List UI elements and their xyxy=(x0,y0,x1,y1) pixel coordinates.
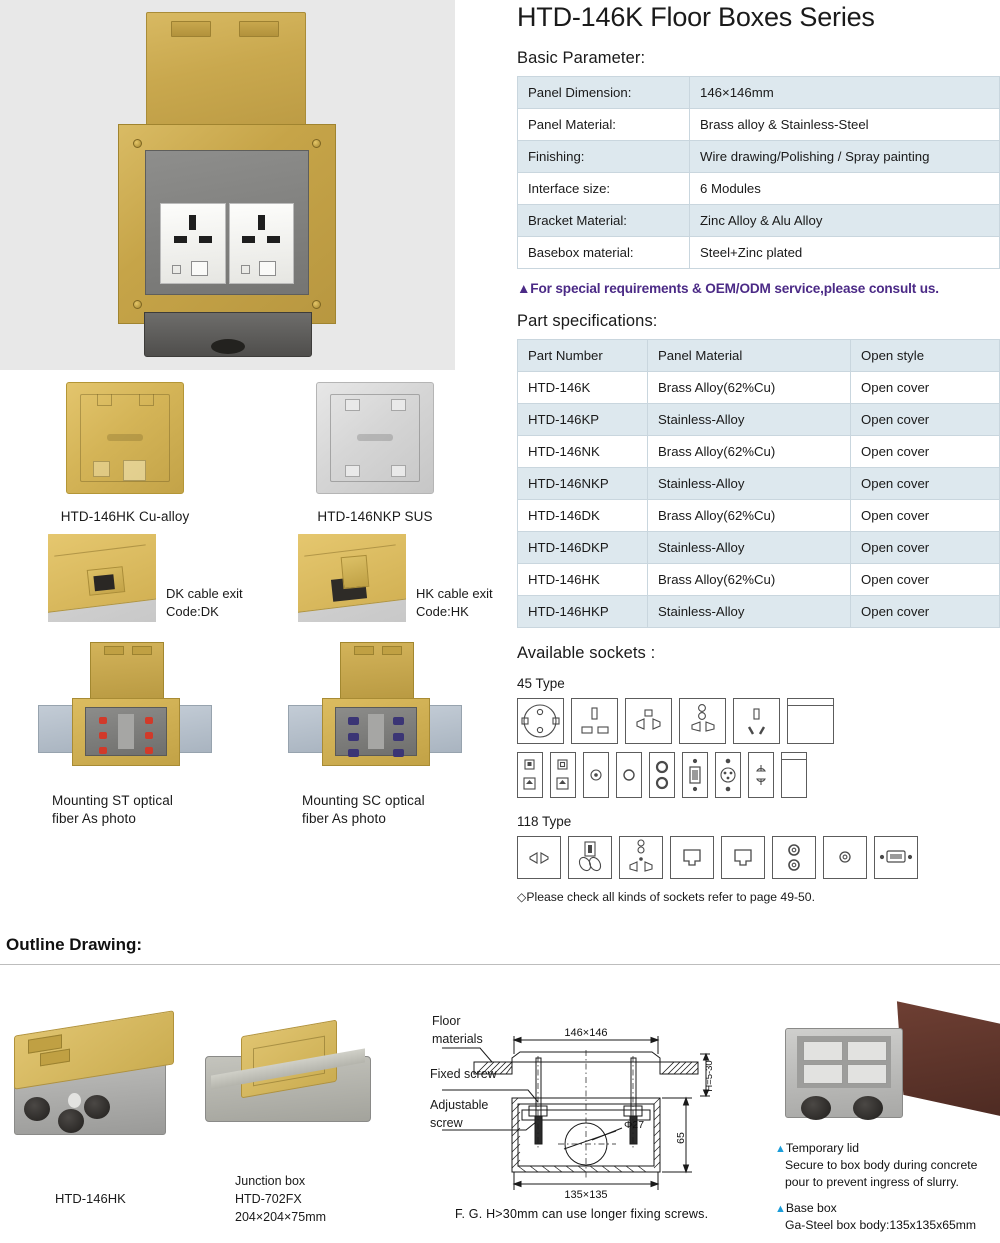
htd-146hk-photo xyxy=(10,1015,200,1150)
plate-caption: HTD-146HK Cu-alloy xyxy=(60,509,190,524)
note-base-box xyxy=(775,1200,1000,1234)
rj-double-module-icon[interactable] xyxy=(517,752,543,798)
sockets-footnote: ◇Please check all kinds of sockets refer to page 49-50. xyxy=(517,890,815,904)
param-label: Panel Dimension: xyxy=(518,77,690,109)
cell-material: Stainless-Alloy xyxy=(648,532,851,564)
col-open-style: Open style xyxy=(851,340,1000,372)
table-row xyxy=(518,564,1000,596)
table-row xyxy=(518,404,1000,436)
cell-part: HTD-146K xyxy=(518,372,648,404)
table-row xyxy=(518,532,1000,564)
rj-single-module-icon[interactable] xyxy=(550,752,576,798)
sc-fiber-photo xyxy=(280,642,470,782)
cell-style: Open cover xyxy=(851,468,1000,500)
open-lid xyxy=(340,642,414,700)
audio-dual-module-icon[interactable] xyxy=(649,752,675,798)
box-cavity xyxy=(335,707,417,756)
dim-top: 146×146 xyxy=(564,1027,608,1039)
blank-plate-icon[interactable] xyxy=(787,698,834,744)
table-row xyxy=(518,468,1000,500)
junction-box-photo xyxy=(205,1020,385,1145)
fiber-caption-line2: fiber As photo xyxy=(302,811,386,827)
audio-dual-icon[interactable] xyxy=(772,836,816,879)
knockout-plug xyxy=(68,1093,81,1108)
part-specifications-table xyxy=(517,339,1000,628)
outline-drawing-header xyxy=(0,935,1000,965)
plate-caption: HTD-146NKP SUS xyxy=(317,509,433,524)
type-118-label: 118 Type xyxy=(517,814,572,829)
dim-height: 65 xyxy=(675,1132,687,1144)
fiber-mount-st xyxy=(0,642,250,828)
cable-exit-title: HK cable exit xyxy=(416,586,493,602)
part-spec-heading: Part specifications: xyxy=(517,312,658,330)
note-temporary-lid xyxy=(775,1140,1000,1191)
lid-tab xyxy=(239,21,279,37)
label-adjustable-screw: Adjustable screw xyxy=(430,1098,489,1131)
module-slot xyxy=(847,1041,887,1061)
plate-thumb-brass xyxy=(0,370,250,526)
socket-icons-45-row2 xyxy=(517,752,1000,798)
cell-material: Brass Alloy(62%Cu) xyxy=(648,436,851,468)
caption-htd-146hk: HTD-146HK xyxy=(55,1191,126,1206)
cell-material: Stainless-Alloy xyxy=(648,596,851,628)
param-value: Brass alloy & Stainless-Steel xyxy=(690,109,1000,141)
param-value: Wire drawing/Polishing / Spray painting xyxy=(690,141,1000,173)
param-label: Basebox material: xyxy=(518,237,690,269)
fiber-caption-line1: Mounting SC optical xyxy=(302,793,425,809)
fiber-mounting-row xyxy=(0,642,500,828)
col-part-number: Part Number xyxy=(518,340,648,372)
hk-cable-exit-photo xyxy=(298,534,406,622)
cell-part: HTD-146HKP xyxy=(518,596,648,628)
uk-socket-left xyxy=(160,203,226,284)
corner-screw xyxy=(312,139,321,148)
plate-thumb-sus xyxy=(250,370,500,526)
uk-socket-right xyxy=(229,203,295,284)
floor-box-frame xyxy=(118,124,336,324)
cell-part: HTD-146KP xyxy=(518,404,648,436)
cell-material: Stainless-Alloy xyxy=(648,404,851,436)
lid-tab xyxy=(171,21,211,37)
coax-single-icon[interactable] xyxy=(823,836,867,879)
universal-socket-icon[interactable] xyxy=(625,698,672,744)
available-sockets-heading: Available sockets : xyxy=(517,644,656,662)
param-label: Finishing: xyxy=(518,141,690,173)
type-45-label: 45 Type xyxy=(517,676,565,691)
basic-parameter-heading: Basic Parameter: xyxy=(517,49,646,67)
cell-material: Brass Alloy(62%Cu) xyxy=(648,500,851,532)
vga-module-icon[interactable] xyxy=(682,752,708,798)
cell-style: Open cover xyxy=(851,372,1000,404)
coax-sat-module-icon[interactable] xyxy=(616,752,642,798)
junction-box-line2: HTD-702FX xyxy=(235,1192,302,1207)
table-row xyxy=(518,237,1000,269)
table-row xyxy=(518,109,1000,141)
corner-screw xyxy=(133,139,142,148)
cell-material: Brass Alloy(62%Cu) xyxy=(648,564,851,596)
note-title-row xyxy=(775,1140,1000,1157)
multistandard-socket-icon[interactable] xyxy=(679,698,726,744)
schuko-socket-icon[interactable] xyxy=(517,698,564,744)
cable-exit-code: Code:DK xyxy=(166,603,219,619)
junction-box-line3: 204×204×75mm xyxy=(235,1210,327,1225)
brass-plate-image xyxy=(66,382,184,494)
multi-socket-icon[interactable] xyxy=(619,836,663,879)
param-value: 6 Modules xyxy=(690,173,1000,205)
socket-icons-118-row xyxy=(517,836,1000,879)
param-value: Steel+Zinc plated xyxy=(690,237,1000,269)
floor-box-basebox xyxy=(144,312,312,357)
cable-exit-dk xyxy=(0,534,250,622)
st-fiber-photo xyxy=(30,642,220,782)
divider xyxy=(0,964,1000,965)
vga-wide-icon[interactable] xyxy=(874,836,918,879)
note-body: Ga-Steel box body:135x135x65mm xyxy=(785,1218,977,1232)
rj11-module-icon[interactable] xyxy=(721,836,765,879)
table-row xyxy=(518,372,1000,404)
cell-material: Stainless-Alloy xyxy=(648,468,851,500)
corner-screw xyxy=(312,300,321,309)
coax-tv-module-icon[interactable] xyxy=(583,752,609,798)
uk-socket-icon[interactable] xyxy=(571,698,618,744)
speaker-round-module-icon[interactable] xyxy=(715,752,741,798)
cable-exit-hk xyxy=(250,534,500,622)
note-title: Base box xyxy=(785,1200,837,1215)
table-row xyxy=(518,436,1000,468)
fiber-caption xyxy=(250,792,500,828)
param-label: Bracket Material: xyxy=(518,205,690,237)
technical-drawing-note: F. G. H>30mm can use longer fixing screws. xyxy=(455,1207,709,1221)
brand-logo xyxy=(107,434,143,441)
cable-exit-title: DK cable exit xyxy=(166,586,243,602)
triangle-bullet-icon: ▲ xyxy=(775,1143,786,1155)
fiber-module-icon[interactable] xyxy=(568,836,612,879)
table-row xyxy=(518,141,1000,173)
table-row xyxy=(518,205,1000,237)
label-floor-materials: Floor materials xyxy=(432,1014,483,1047)
box-frame xyxy=(322,698,430,766)
col-panel-material: Panel Material xyxy=(648,340,851,372)
note-body: Secure to box body during concrete pour to prevent ingress of slurry. xyxy=(785,1158,978,1189)
param-label: Panel Material: xyxy=(518,109,690,141)
fiber-mount-sc xyxy=(250,642,500,828)
left-product-column xyxy=(0,370,500,829)
cable-knockout xyxy=(211,339,245,354)
cable-exit-code: Code:HK xyxy=(416,603,469,619)
module-slot xyxy=(803,1041,843,1061)
table-row xyxy=(518,77,1000,109)
brand-logo xyxy=(357,434,393,441)
fiber-caption xyxy=(0,792,250,828)
open-lid xyxy=(90,642,164,700)
plate-thumbnails-row xyxy=(0,370,500,526)
cell-style: Open cover xyxy=(851,596,1000,628)
cable-exit-label xyxy=(166,585,243,622)
right-spec-column xyxy=(517,0,1000,904)
table-row xyxy=(518,500,1000,532)
corner-screw xyxy=(133,300,142,309)
dim-hole: Φ27 xyxy=(624,1119,645,1131)
page-title: HTD-146K Floor Boxes Series xyxy=(517,2,875,32)
cell-style: Open cover xyxy=(851,564,1000,596)
outline-drawing-heading: Outline Drawing: xyxy=(6,935,142,954)
socket-icons-45-row1 xyxy=(517,698,1000,744)
note-title: Temporary lid xyxy=(785,1141,860,1155)
rj45-module-icon[interactable] xyxy=(670,836,714,879)
table-row xyxy=(518,596,1000,628)
cell-material: Brass Alloy(62%Cu) xyxy=(648,372,851,404)
cell-style: Open cover xyxy=(851,436,1000,468)
base-box-photo xyxy=(775,1010,995,1135)
module-slot xyxy=(803,1064,843,1084)
cell-part: HTD-146DKP xyxy=(518,532,648,564)
china-socket-icon[interactable] xyxy=(733,698,780,744)
two-pin-socket-icon[interactable] xyxy=(517,836,561,879)
triangle-bullet-icon: ▲ xyxy=(775,1202,786,1215)
hero-product-photo xyxy=(118,12,348,357)
dim-bottom: 135×135 xyxy=(564,1189,608,1200)
floor-box-lid xyxy=(146,12,306,137)
floor-box-cavity xyxy=(145,150,309,295)
param-value: 146×146mm xyxy=(690,77,1000,109)
param-label: Interface size: xyxy=(518,173,690,205)
note-title-row xyxy=(775,1200,1000,1217)
dim-h-range: H=5-30 xyxy=(704,1060,715,1092)
outline-blue-notes xyxy=(775,1140,1000,1243)
oem-notice: ▲For special requirements & OEM/ODM service,please consult us. xyxy=(517,281,939,296)
cell-style: Open cover xyxy=(851,532,1000,564)
cell-style: Open cover xyxy=(851,404,1000,436)
socket-pair xyxy=(160,203,294,284)
box-frame xyxy=(72,698,180,766)
sus-plate-image xyxy=(316,382,434,494)
caption-junction-box xyxy=(235,1172,326,1226)
fiber-caption-line1: Mounting ST optical xyxy=(52,793,173,809)
junction-box-line1: Junction box xyxy=(235,1174,306,1188)
speaker-pair-module-icon[interactable] xyxy=(748,752,774,798)
basic-parameter-table xyxy=(517,76,1000,269)
param-value: Zinc Alloy & Alu Alloy xyxy=(690,205,1000,237)
cell-part: HTD-146HK xyxy=(518,564,648,596)
table-header-row xyxy=(518,340,1000,372)
fiber-caption-line2: fiber As photo xyxy=(52,811,136,827)
label-fixed-screw: Fixed screw xyxy=(430,1067,497,1081)
cell-part: HTD-146NKP xyxy=(518,468,648,500)
temporary-lid xyxy=(897,1001,1000,1118)
cable-exit-row xyxy=(0,534,500,622)
cable-exit-label xyxy=(416,585,493,622)
table-row xyxy=(518,173,1000,205)
dk-cable-exit-photo xyxy=(48,534,156,622)
cell-style: Open cover xyxy=(851,500,1000,532)
cell-part: HTD-146DK xyxy=(518,500,648,532)
blank-module-icon[interactable] xyxy=(781,752,807,798)
cell-part: HTD-146NK xyxy=(518,436,648,468)
box-cavity xyxy=(85,707,167,756)
module-slot xyxy=(847,1064,887,1084)
